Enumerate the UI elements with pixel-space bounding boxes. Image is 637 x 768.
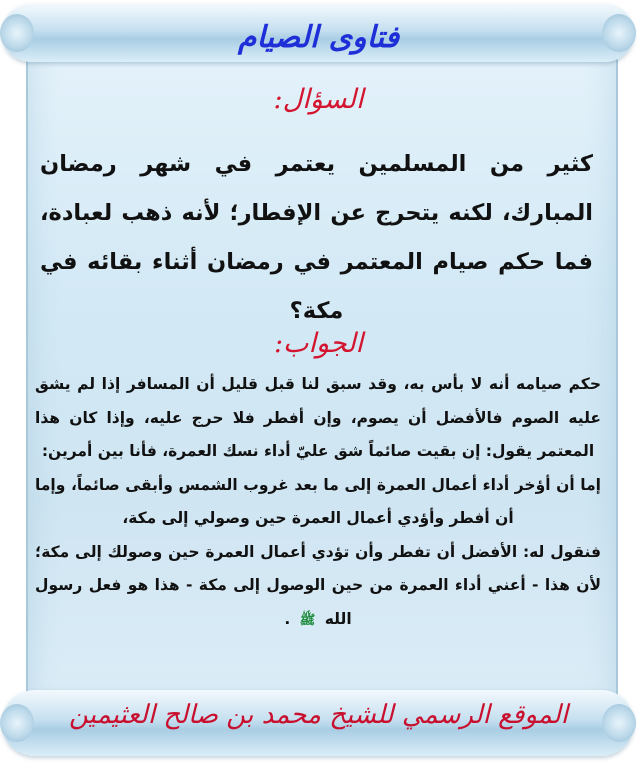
answer-text — [35, 368, 601, 637]
answer-paragraph: إما أن أؤخر أداء أعمال العمرة إلى ما بعد غروب الشمس وأبقى صائماً، وإما أن أفطر وأؤدي أعمال العمرة حين وصولي إلى مكة، — [35, 475, 601, 527]
page-title: فتاوى الصيام — [237, 20, 400, 55]
question-text: كثير من المسلمين يعتمر في شهر رمضان المبارك، لكنه يتحرج عن الإفطار؛ لأنه ذهب لعبادة، فما حكم صيام المعتمر في رمضان أثناء بقائه في مكة؟ — [40, 151, 593, 324]
answer-end: . — [284, 609, 296, 628]
answer-label: الجواب: — [273, 328, 364, 359]
pbuh-mark: ﷺ — [299, 612, 316, 628]
answer-paragraph: حكم صيامه أنه لا بأس به، وقد سبق لنا قبل قليل أن المسافر إذا لم يشق عليه الصوم فالأفضل أن يصوم، وإن أفطر فلا حرج عليه، وإذا كان هذا المعتمر يقول: إن بقيت صائماً شق عليّ أداء نسك العمرة، فأنا بين أمرين: — [35, 375, 601, 460]
answer-paragraph: فنقول له: الأفضل أن تفطر وأن تؤدي أعمال العمرة حين وصولك إلى مكة؛ لأن هذا - أعني أداء العمرة من حين الوصول إلى مكة - هذا هو فعل رسول الله — [35, 542, 601, 628]
footer-site-name: الموقع الرسمي للشيخ محمد بن صالح العثيمين — [69, 700, 568, 730]
question-label: السؤال: — [273, 84, 364, 115]
